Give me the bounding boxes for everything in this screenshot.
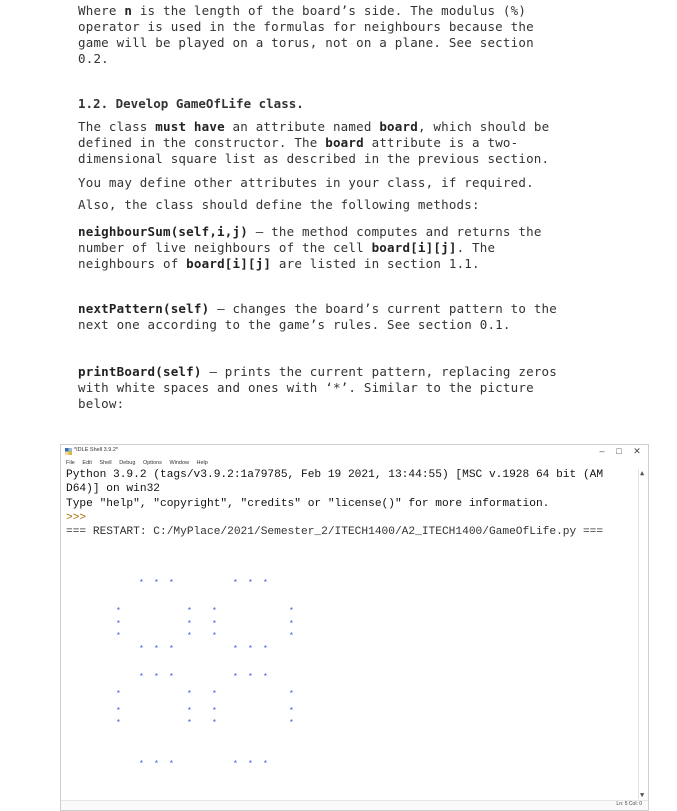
text-run: an attribute named [224,119,380,134]
live-cell-star: * [139,645,144,654]
live-cell-star: * [139,673,144,682]
text-run: is the length of the board’s side. The modulus (%) [132,3,527,18]
live-cell-star: * [289,607,294,616]
idle-titlebar [61,445,648,458]
live-cell-star: * [248,760,253,769]
live-cell-star: * [233,579,238,588]
menu-file[interactable]: File [66,460,75,466]
paragraph0-line [78,51,109,66]
live-cell-star: * [116,707,121,716]
shell-prompt: >>> [66,512,93,524]
live-cell-star: * [187,719,192,728]
code-term: board [325,135,364,150]
text-run: The class [78,119,156,134]
text-run: . The [456,240,496,255]
live-cell-star: * [212,620,217,629]
code-term: must have [155,119,225,134]
method1-line [78,224,542,239]
text-run: below: [78,396,125,411]
text-run: neighbours of [78,256,187,271]
shell-line-restart: === RESTART: C:/MyPlace/2021/Semester_2/ITECH1400/A2_ITECH1400/GameOfLife.py === [66,526,604,538]
maximize-button[interactable]: □ [616,446,622,456]
live-cell-star: * [187,632,192,641]
live-cell-star: * [212,632,217,641]
idle-statusbar [61,800,648,810]
live-cell-star: * [263,579,268,588]
live-cell-star: * [212,719,217,728]
text-run: – changes the board’s current pattern to the [209,301,557,316]
live-cell-star: * [187,620,192,629]
live-cell-star: * [169,579,174,588]
live-cell-star: * [187,707,192,716]
text-run: defined in the constructor. The [78,135,326,150]
live-cell-star: * [289,620,294,629]
method3-line [78,380,534,395]
method2-line [78,301,557,316]
menu-edit[interactable]: Edit [82,460,92,466]
live-cell-star: * [116,690,121,699]
method1-line [78,256,480,271]
paragraph0-line [78,35,534,50]
paragraph1-line [78,135,518,150]
method2-line [78,317,511,332]
code-term: board[i][j] [371,240,457,255]
scroll-up-arrow-icon[interactable]: ▲ [640,469,645,477]
live-cell-star: * [289,707,294,716]
live-cell-star: * [263,760,268,769]
shell-line-platform: D64)] on win32 [66,483,160,495]
text-run: Where [78,3,125,18]
live-cell-star: * [169,673,174,682]
paragraph-other-attributes: You may define other attributes in your class, if required. [78,175,534,190]
live-cell-star: * [212,690,217,699]
text-run: are listed in section 1.1. [271,256,480,271]
live-cell-star: * [169,760,174,769]
live-cell-star: * [169,645,174,654]
text-run: – prints the current pattern, replacing zeros [201,364,558,379]
method3-line [78,364,557,379]
python-icon [65,448,72,455]
minimize-button[interactable]: – [599,446,605,456]
live-cell-star: * [289,632,294,641]
code-term: n [124,3,133,18]
live-cell-star: * [248,645,253,654]
live-cell-star: * [263,673,268,682]
idle-title: *IDLE Shell 3.9.2* [74,447,119,453]
live-cell-star: * [187,607,192,616]
menu-window[interactable]: Window [169,460,189,466]
paragraph-methods-intro: Also, the class should define the following methods: [78,197,480,212]
paragraph1-line [78,151,549,166]
shell-line-help: Type "help", "copyright", "credits" or "license()" for more information. [66,498,550,510]
text-run: number of live neighbours of the cell [78,240,372,255]
cursor-position: Ln: 5 Col: 0 [616,801,642,807]
live-cell-star: * [154,645,159,654]
code-term: printBoard(self) [78,364,202,379]
live-cell-star: * [233,645,238,654]
text-run: dimensional square list as described in the previous section. [78,151,550,166]
text-run: , which should be [417,119,550,134]
text-run: next one according to the game’s rules. See section 0.1. [78,317,511,332]
close-button[interactable]: ✕ [633,446,641,456]
vertical-scrollbar[interactable] [638,469,648,799]
scroll-down-arrow-icon[interactable]: ▼ [640,791,645,799]
shell-line-python-version: Python 3.9.2 (tags/v3.9.2:1a79785, Feb 19 2021, 13:44:55) [MSC v.1928 64 bit (AM [66,469,604,481]
live-cell-star: * [154,760,159,769]
menu-shell[interactable]: Shell [99,460,112,466]
idle-menubar [66,460,214,466]
paragraph0-line [78,3,526,18]
text-run: 0.2. [78,51,109,66]
live-cell-star: * [289,719,294,728]
menu-help[interactable]: Help [196,460,208,466]
live-cell-star: * [154,673,159,682]
live-cell-star: * [116,632,121,641]
text-run: attribute is a two- [363,135,519,150]
live-cell-star: * [116,719,121,728]
live-cell-star: * [212,607,217,616]
live-cell-star: * [139,760,144,769]
paragraph1-line [78,119,549,134]
live-cell-star: * [187,690,192,699]
live-cell-star: * [116,620,121,629]
live-cell-star: * [233,673,238,682]
live-cell-star: * [248,673,253,682]
section-heading: 1.2. Develop GameOfLife class. [78,96,304,111]
shell-output-area[interactable] [66,469,636,799]
live-cell-star: * [248,579,253,588]
live-cell-star: * [139,579,144,588]
menu-debug[interactable]: Debug [119,460,136,466]
code-term: board[i][j] [186,256,272,271]
idle-shell-window [60,444,649,811]
live-cell-star: * [289,690,294,699]
code-term: neighbourSum(self,i,j) [78,224,248,239]
method1-line [78,240,495,255]
live-cell-star: * [233,760,238,769]
live-cell-star: * [212,707,217,716]
text-run: with white spaces and ones with ‘*’. Similar to the picture [78,380,534,395]
code-term: board [379,119,418,134]
menu-options[interactable]: Options [142,460,162,466]
text-run: – the method computes and returns the [247,224,542,239]
code-term: nextPattern(self) [78,301,210,316]
method3-line [78,396,124,411]
paragraph0-line [78,19,534,34]
live-cell-star: * [154,579,159,588]
live-cell-star: * [263,645,268,654]
live-cell-star: * [116,607,121,616]
text-run: operator is used in the formulas for neighbours because the [78,19,534,34]
text-run: game will be played on a torus, not on a plane. See section [78,35,534,50]
